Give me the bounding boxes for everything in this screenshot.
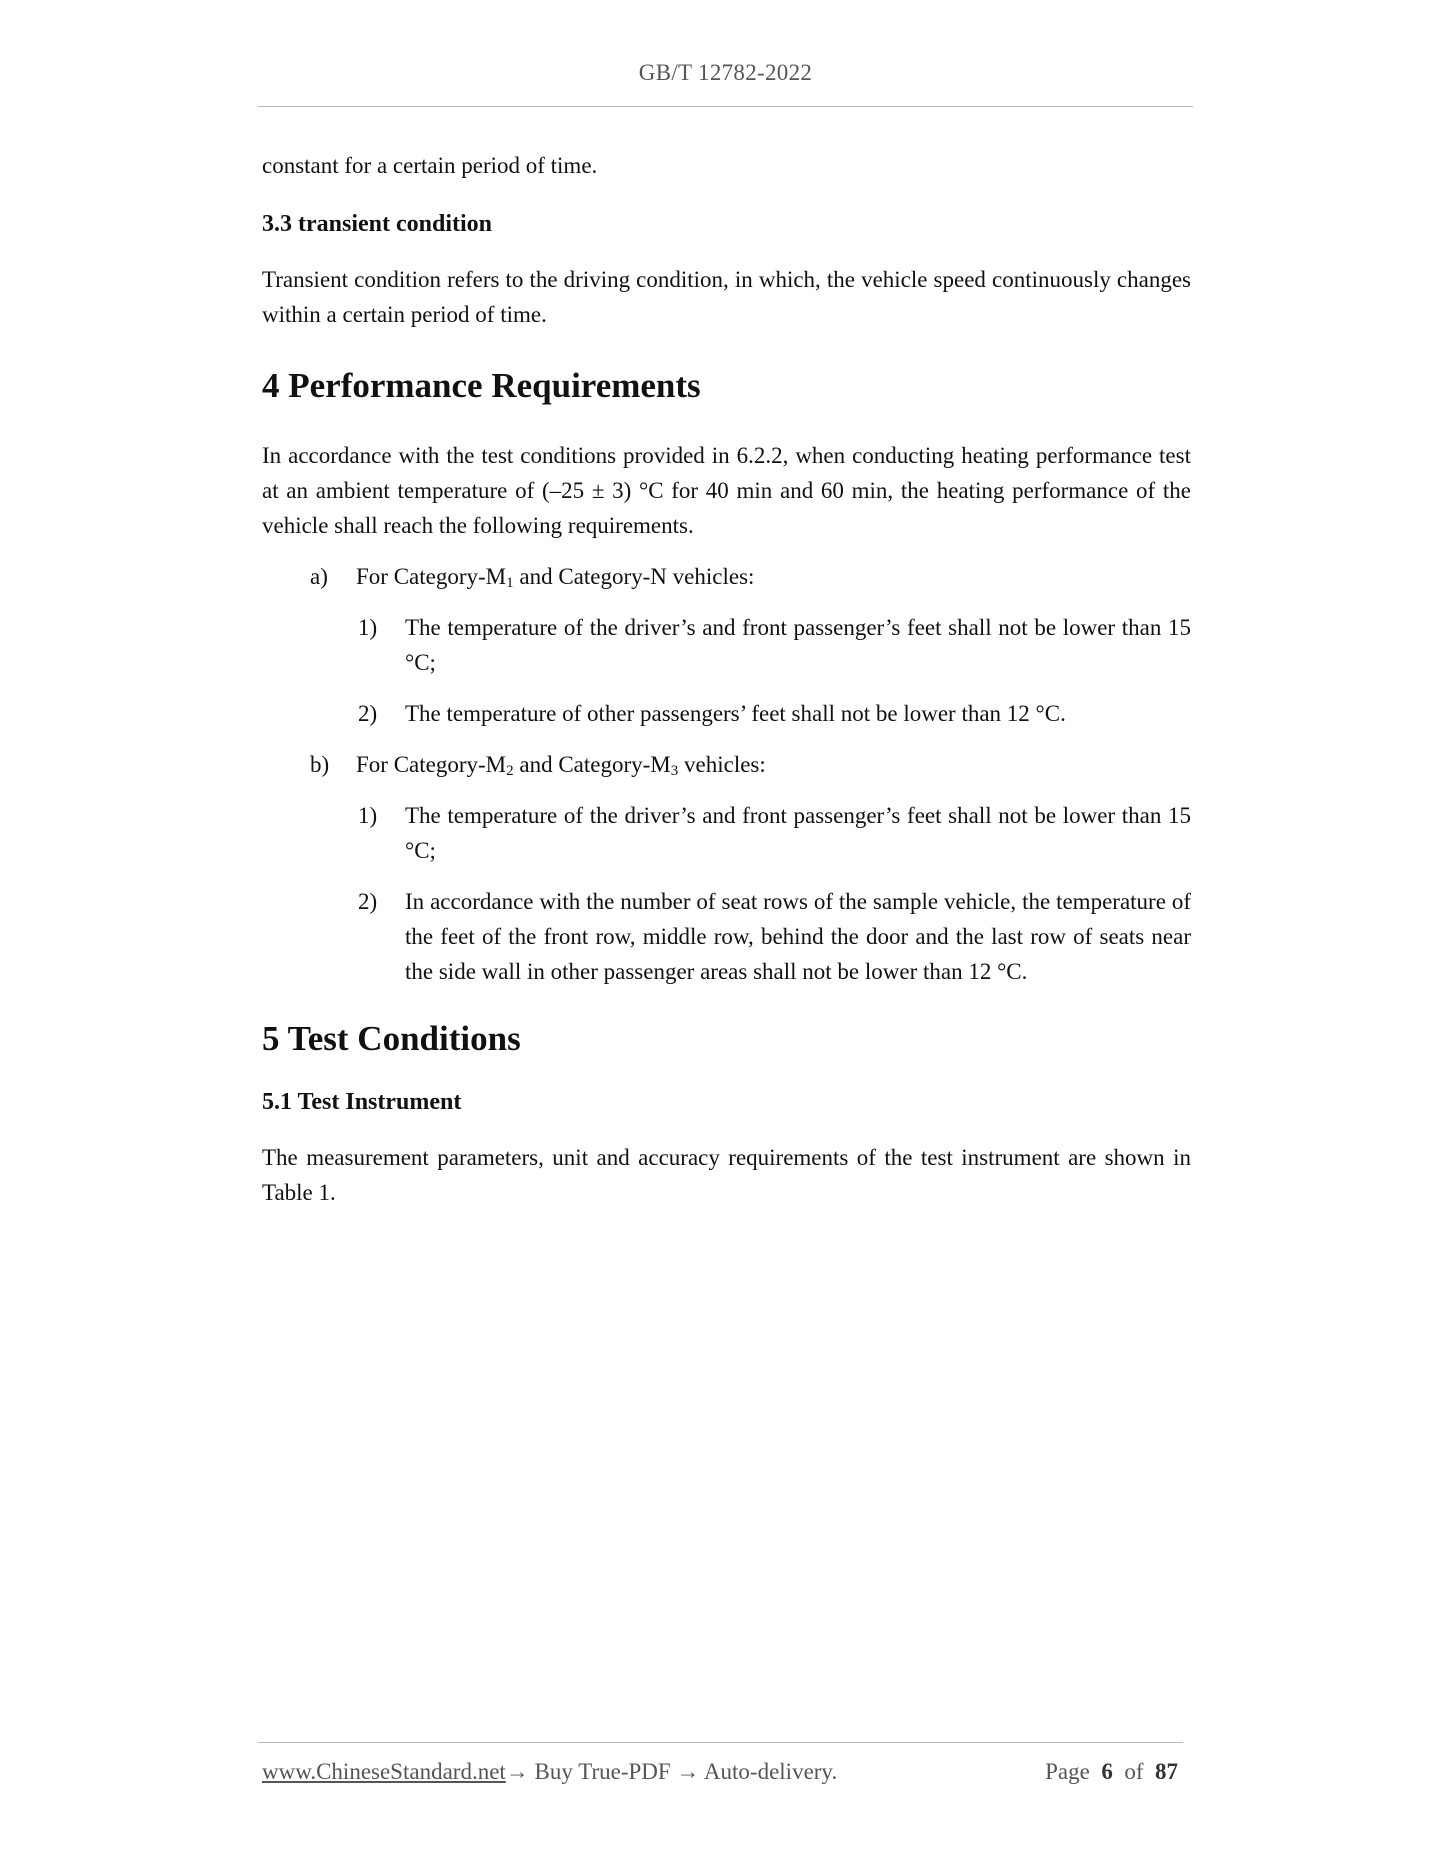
list-item-a-prefix: For Category-M <box>356 564 507 589</box>
list-label-b: b) <box>310 752 330 777</box>
list-item-b-prefix: For Category-M <box>356 752 507 777</box>
list-item-a-1-text: The temperature of the driver’s and front passenger’s feet shall not be lower than 15 °C; <box>405 615 1191 675</box>
section-4-paragraph: In accordance with the test conditions provided in 6.2.2, when conducting heating performance test at an ambient temperature of (–25 ± 3) °C for 40 min and 60 min, the heating performance of the vehicle shall reach the following requirements. <box>262 443 1191 538</box>
section-5-1-heading: 5.1 Test Instrument <box>262 1089 462 1115</box>
section-4-heading: 4 Performance Requirements <box>262 366 701 405</box>
arrow-right-icon: → <box>505 1759 529 1784</box>
buy-text: Buy True-PDF <box>528 1759 677 1784</box>
section-5-heading: 5 Test Conditions <box>262 1019 521 1058</box>
header-divider <box>258 106 1193 107</box>
list-item-a-2-text: The temperature of other passengers’ feet shall not be lower than 12 °C. <box>405 701 1066 726</box>
list-label-a: a) <box>310 564 328 589</box>
section-3-3-heading: 3.3 transient condition <box>262 211 493 237</box>
page-number: 6 <box>1101 1759 1113 1784</box>
delivery-text: Auto-delivery. <box>699 1759 838 1784</box>
list-item-b-1 <box>262 798 1191 868</box>
list-item-a-1 <box>262 610 1191 680</box>
of-label: of <box>1124 1759 1144 1784</box>
list-item-b-subscript-2: 3 <box>670 763 679 779</box>
list-item-b-2 <box>262 884 1191 989</box>
page-counter <box>1045 1759 1178 1785</box>
list-label-b-1: 1) <box>358 803 378 828</box>
footer-divider <box>258 1742 1183 1743</box>
list-item-b-subscript-1: 2 <box>506 763 514 779</box>
list-item-b-1-text: The temperature of the driver’s and front passenger’s feet shall not be lower than 15 °C; <box>405 803 1191 863</box>
page-header: GB/T 12782-2022 <box>638 60 813 85</box>
list-item-b-middle: and Category-M <box>513 752 671 777</box>
page-content <box>262 148 1191 1210</box>
section-5-1-paragraph: The measurement parameters, unit and accuracy requirements of the test instrument are shown in Table 1. <box>262 1145 1191 1205</box>
list-item-a <box>262 559 1191 594</box>
list-item-b-2-text: In accordance with the number of seat rows of the sample vehicle, the temperature of the feet of the front row, middle row, behind the door and the last row of seats near the side wall in other passenger areas shall not be lower than 12 °C. <box>405 889 1191 984</box>
page-footer <box>262 1759 1182 1785</box>
list-label-a-1: 1) <box>358 615 378 640</box>
section-3-3-paragraph: Transient condition refers to the driving condition, in which, the vehicle speed continuously changes within a certain period of time. <box>262 267 1191 327</box>
arrow-right-icon: → <box>676 1759 700 1784</box>
list-item-a-subscript: 1 <box>506 575 514 591</box>
list-item-a-suffix: and Category-N vehicles: <box>513 564 755 589</box>
intro-line: constant for a certain period of time. <box>262 153 598 178</box>
list-item-b <box>262 747 1191 782</box>
list-item-a-2 <box>262 696 1191 731</box>
list-label-a-2: 2) <box>358 701 378 726</box>
total-pages: 87 <box>1155 1759 1178 1784</box>
list-label-b-2: 2) <box>358 889 378 914</box>
site-link[interactable]: www.ChineseStandard.net <box>262 1759 506 1784</box>
list-item-b-suffix: vehicles: <box>678 752 766 777</box>
page-label: Page <box>1045 1759 1090 1784</box>
